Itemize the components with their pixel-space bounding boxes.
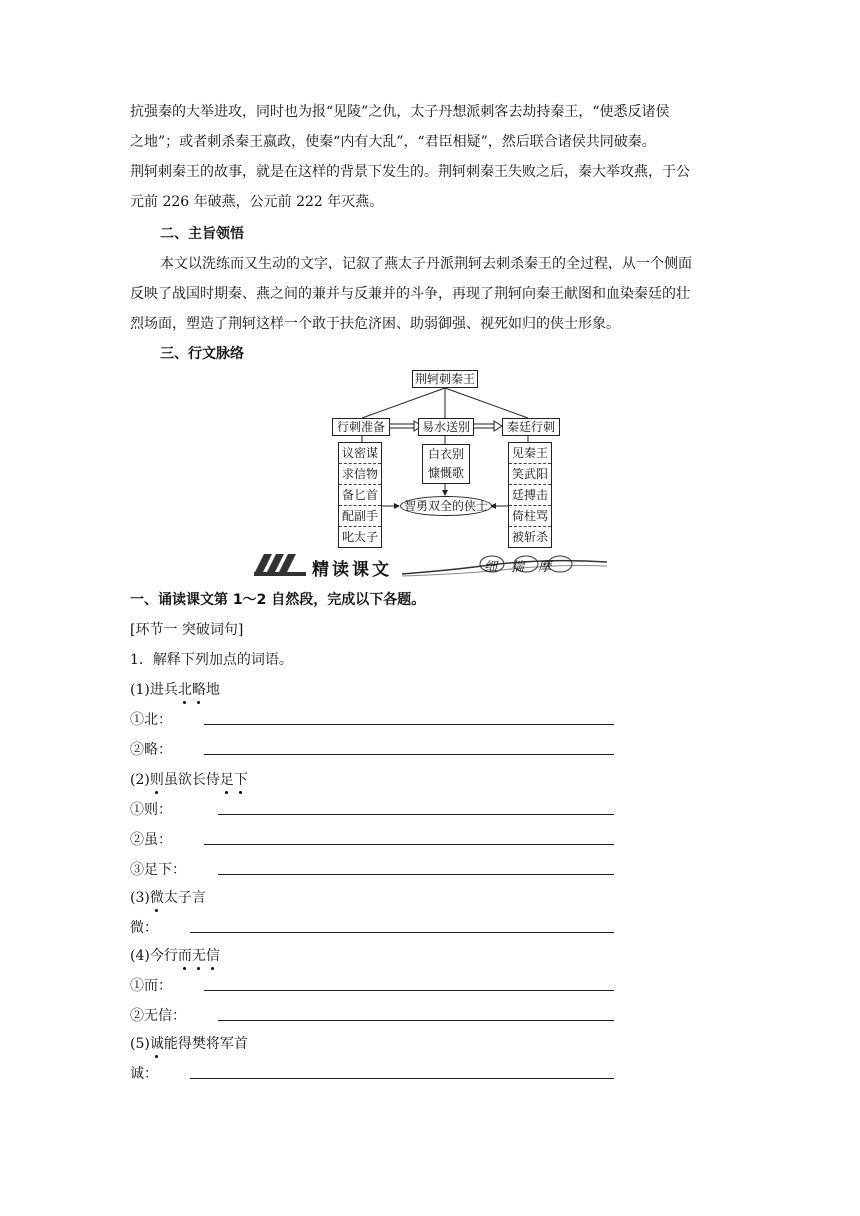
diagram-left-column <box>338 442 382 548</box>
diagram-left-item: 求信物 <box>339 464 381 485</box>
banner-title: 精读课文 <box>312 560 392 580</box>
diagram-mid-column <box>422 444 470 484</box>
structure-diagram <box>330 366 560 546</box>
answer-blank[interactable] <box>218 874 614 875</box>
diagram-mid-item: 白衣别 <box>427 447 464 461</box>
answer-label: 诚： <box>130 1066 158 1082</box>
answer-label: ①则： <box>130 802 172 818</box>
section-heading-theme: 二、主旨领悟 <box>160 226 244 242</box>
answer-blank[interactable] <box>190 932 614 933</box>
item-text: 能得樊将军首 <box>163 1036 248 1052</box>
item-text: (3) <box>130 890 150 906</box>
theme-line-2: 反映了战国时期秦、燕之间的兼并与反兼并的斗争，再现了荆轲向秦王献图和血染秦廷的壮 <box>130 286 690 302</box>
answer-blank[interactable] <box>204 990 614 991</box>
answer-blank[interactable] <box>204 754 614 755</box>
theme-line-3: 烈场面，塑造了荆轲这样一个敢于扶危济困、助弱御强、视死如归的侠士形象。 <box>130 316 620 332</box>
answer-blank[interactable] <box>204 724 614 725</box>
dotted-char: 无 <box>191 948 206 964</box>
item-text: (5) <box>130 1036 150 1052</box>
item-text: 太子言 <box>163 890 206 906</box>
dotted-char: 略 <box>191 682 206 698</box>
intro-line-3: 荆轲刺秦王的故事，就是在这样的背景下发生的。荆轲刺秦王失败之后，秦大举攻燕，于公 <box>130 164 690 180</box>
answer-blank[interactable] <box>190 1078 614 1079</box>
dotted-char: 足 <box>219 772 234 788</box>
diagram-center-oval: 智勇双全的侠士 <box>400 496 492 516</box>
diagram-right-item: 被斩杀 <box>511 530 548 544</box>
diagram-right-item: 笑武阳 <box>509 464 551 485</box>
dotted-char: 微 <box>149 890 164 906</box>
item-5-sentence <box>130 1034 730 1054</box>
exercise-segment: [环节一 突破词句] <box>130 622 244 638</box>
answer-label: ①北： <box>130 712 172 728</box>
intro-line-4: 元前 226 年破燕，公元前 222 年灭燕。 <box>130 194 384 210</box>
dotted-char: 信 <box>205 948 220 964</box>
section-heading-structure: 三、行文脉络 <box>160 346 244 362</box>
question-1: 1．解释下列加点的词语。 <box>130 652 293 668</box>
item-text: (4)今行 <box>130 948 178 964</box>
item-2-sentence: (2)则虽欲长侍足下 <box>130 772 248 788</box>
diagram-right-item: 见秦王 <box>509 443 551 464</box>
answer-label: 微： <box>130 920 158 936</box>
answer-blank[interactable] <box>204 844 614 845</box>
answer-label: ②略： <box>130 742 172 758</box>
diagram-left-item: 议密谋 <box>339 443 381 464</box>
item-3-sentence <box>130 888 730 908</box>
answer-label: ③足下： <box>130 862 186 878</box>
banner-subtitle: 细揣摩 <box>484 560 566 575</box>
diagram-root: 荆轲刺秦王 <box>412 370 478 388</box>
intro-line-2: 之地”；或者刺杀秦王嬴政，使秦“内有大乱”，“君臣相疑”，然后联合诸侯共同破秦。 <box>130 134 656 150</box>
item-text: 地 <box>205 682 220 698</box>
section-banner <box>252 552 612 578</box>
diagram-title-mid: 易水送别 <box>418 418 474 436</box>
intro-line-1: 抗强秦的大举进攻，同时也为报“见陵”之仇，太子丹想派刺客去劫持秦王，“使悉反诸侯 <box>130 104 670 120</box>
diagram-left-item: 叱太子 <box>341 530 378 544</box>
dotted-char: 诚 <box>149 1036 164 1052</box>
diagram-right-column <box>508 442 552 548</box>
answer-label: ①而： <box>130 978 172 994</box>
dotted-char: 北 <box>177 682 192 698</box>
diagram-right-item: 廷搏击 <box>509 485 551 506</box>
diagram-mid-item: 慷慨歌 <box>427 466 464 480</box>
answer-blank[interactable] <box>218 1020 614 1021</box>
dotted-char: 下 <box>233 772 248 788</box>
dotted-char: 则 <box>149 772 164 788</box>
theme-line-1: 本文以洗练而又生动的文字，记叙了燕太子丹派荆轲去刺杀秦王的全过程，从一个侧面 <box>160 256 692 272</box>
diagram-title-left: 行刺准备 <box>332 418 390 436</box>
dotted-char: 而 <box>177 948 192 964</box>
item-1-sentence <box>130 680 730 700</box>
answer-label: ②无信： <box>130 1008 186 1024</box>
item-text: (2) <box>130 772 150 788</box>
answer-label: ②虽： <box>130 832 172 848</box>
diagram-right-item: 倚柱骂 <box>509 506 551 527</box>
item-text: (1)进兵 <box>130 682 178 698</box>
diagram-left-item: 配副手 <box>339 506 381 527</box>
answer-blank[interactable] <box>218 814 614 815</box>
diagram-title-right: 秦廷行刺 <box>502 418 560 436</box>
exercise-heading: 一、诵读课文第 1～2 自然段，完成以下各题。 <box>130 592 426 608</box>
diagram-left-item: 备匕首 <box>339 485 381 506</box>
item-4-sentence <box>130 946 730 966</box>
